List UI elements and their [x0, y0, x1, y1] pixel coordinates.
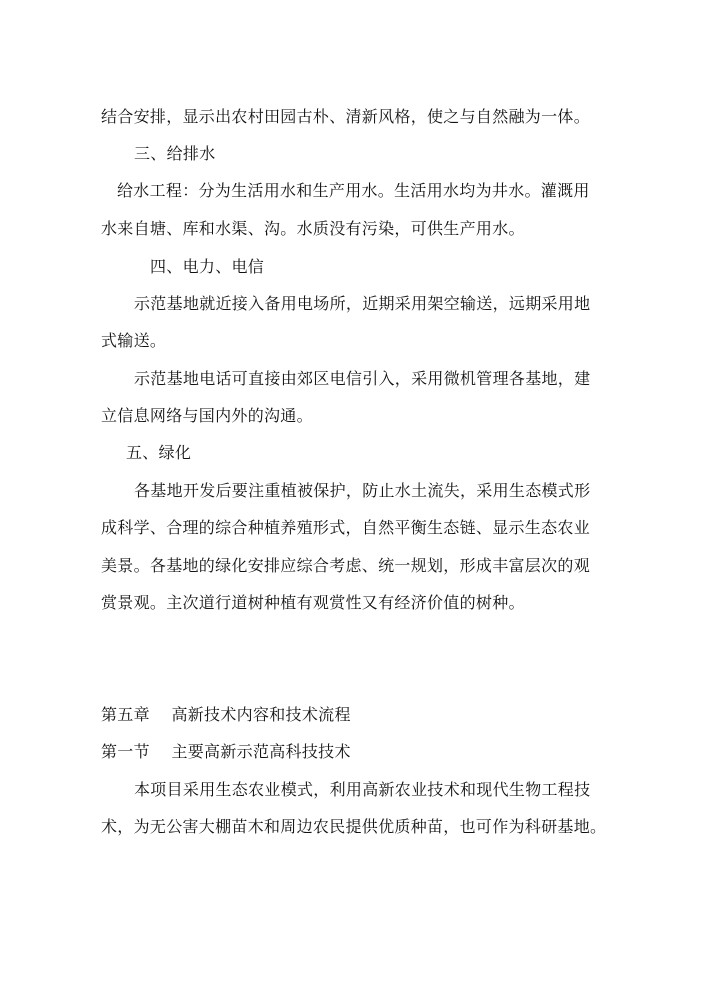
paragraph-line: 美景。各基地的绿化安排应综合考虑、统一规划，形成丰富层次的观 — [101, 556, 591, 575]
paragraph-line: 本项目采用生态农业模式，利用高新农业技术和现代生物工程技 — [134, 780, 591, 799]
paragraph-line: 各基地开发后要注重植被保护，防止水土流失，采用生态模式形 — [134, 481, 591, 500]
chapter-heading: 第五章 高新技术内容和技术流程 — [101, 705, 351, 724]
section-heading-water: 三、给排水 — [134, 144, 216, 163]
paragraph-line: 成科学、合理的综合种植养殖形式，自然平衡生态链、显示生态农业 — [101, 518, 591, 537]
paragraph-line: 式输送。 — [101, 331, 167, 350]
paragraph-line: 水来自塘、库和水渠、沟。水质没有污染，可供生产用水。 — [101, 219, 525, 238]
paragraph-line: 赏景观。主次道行道树种植有观赏性又有经济价值的树种。 — [101, 593, 525, 612]
paragraph-line: 结合安排，显示出农村田园古朴、清新风格，使之与自然融为一体。 — [101, 107, 591, 126]
paragraph-line: 立信息网络与国内外的沟通。 — [101, 406, 313, 425]
section-heading-greening: 五、绿化 — [126, 443, 192, 462]
paragraph-line: 给水工程：分为生活用水和生产用水。生活用水均为井水。灌溉用 — [117, 181, 590, 200]
section-heading-power: 四、电力、电信 — [150, 257, 265, 276]
paragraph-line: 示范基地就近接入备用电场所，近期采用架空输送，远期采用地 — [134, 294, 591, 313]
paragraph-line: 示范基地电话可直接由郊区电信引入，采用微机管理各基地，建 — [134, 369, 591, 388]
section-heading: 第一节 主要高新示范高科技技术 — [101, 742, 351, 761]
paragraph-line: 术，为无公害大棚苗木和周边农民提供优质种苗，也可作为科研基地。 — [101, 817, 607, 836]
